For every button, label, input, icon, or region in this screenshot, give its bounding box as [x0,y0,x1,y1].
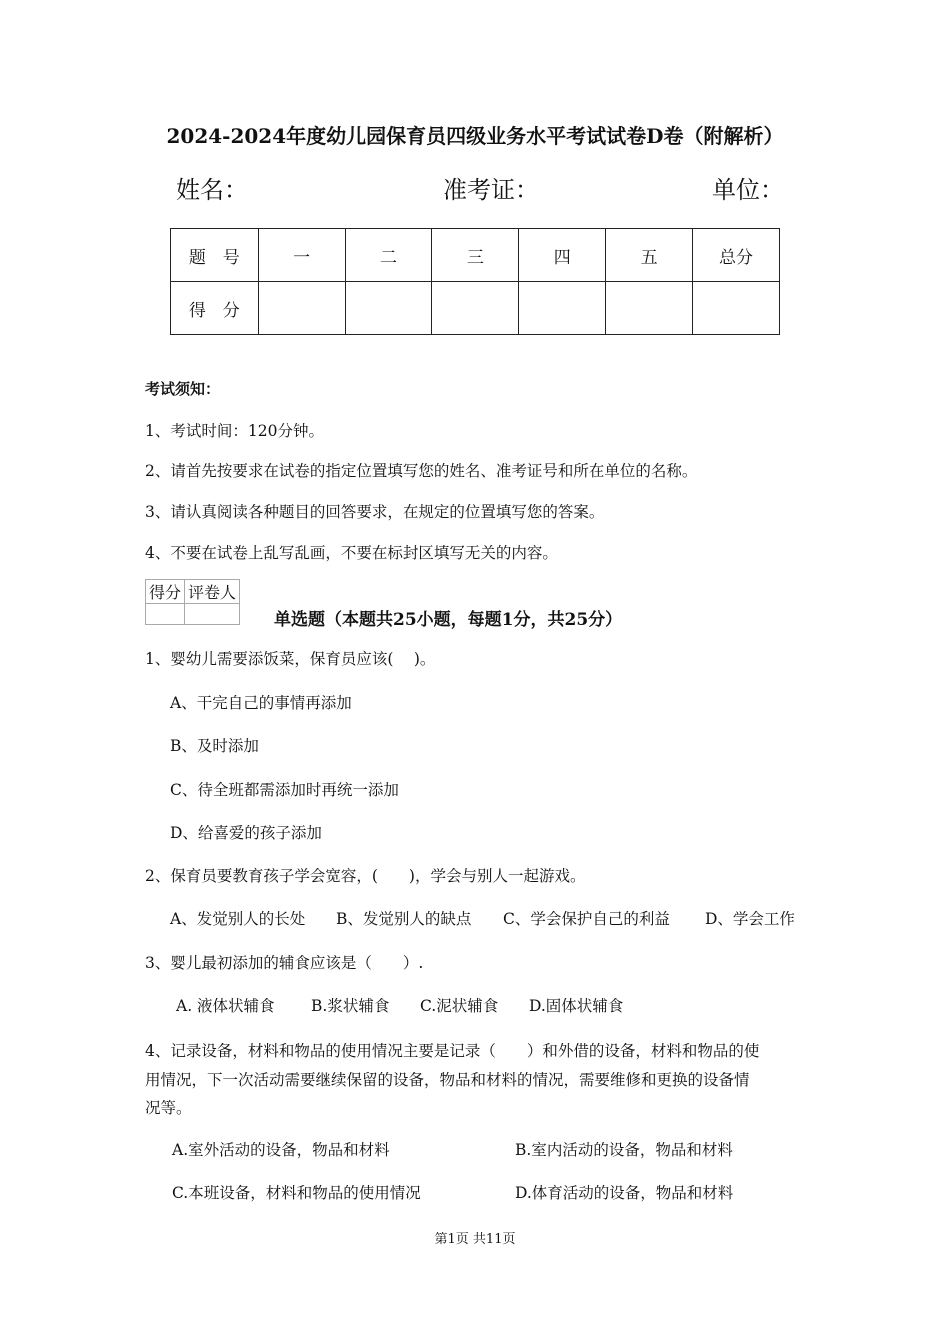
answer-option: A、发觉别人的长处 [170,910,306,928]
score-table-header-cell: 二 [345,229,432,282]
score-table-header-cell: 三 [432,229,519,282]
answer-option: B.室内活动的设备，物品和材料 [515,1141,733,1159]
answer-option: A. 液体状辅食 [176,997,275,1015]
answer-option: B、及时添加 [170,737,259,755]
score-table-header-cell: 题 号 [171,229,259,282]
notice-item: 3、请认真阅读各种题目的回答要求，在规定的位置填写您的答案。 [145,503,605,521]
score-table-header-cell: 五 [606,229,693,282]
notice-item: 1、考试时间：120分钟。 [145,422,324,440]
score-cell[interactable] [606,282,693,335]
answer-option: C、学会保护自己的利益 [503,910,670,928]
question-stem: 1、婴幼儿需要添饭菜，保育员应该( )。 [145,650,436,668]
answer-option: C.本班设备，材料和物品的使用情况 [172,1184,421,1202]
score-table-header-cell: 一 [258,229,345,282]
answer-option: A、干完自己的事情再添加 [170,694,352,712]
score-cell[interactable] [519,282,606,335]
grader-reviewer-cell[interactable] [185,604,240,625]
answer-option: C、待全班都需添加时再统一添加 [170,781,399,799]
answer-option: B、发觉别人的缺点 [336,910,472,928]
score-table-score-row [171,282,780,335]
question-stem: 用情况，下一次活动需要继续保留的设备，物品和材料的情况，需要维修和更换的设备情 [145,1071,750,1089]
name-label: 姓名： [176,176,248,204]
notice-item: 2、请首先按要求在试卷的指定位置填写您的姓名、准考证号和所在单位的名称。 [145,462,698,480]
grader-reviewer-label: 评卷人 [185,580,240,604]
question-stem: 况等。 [145,1099,192,1117]
score-cell[interactable] [258,282,345,335]
notice-title: 考试须知： [145,380,221,398]
score-row-label: 得 分 [171,282,259,335]
score-cell[interactable] [432,282,519,335]
exam-number-label: 准考证： [443,176,539,204]
answer-option: D、给喜爱的孩子添加 [170,824,322,842]
score-table-header-cell: 四 [519,229,606,282]
grader-score-cell[interactable] [146,604,185,625]
section-title: 单选题（本题共25小题，每题1分，共25分） [274,610,623,630]
score-cell[interactable] [693,282,780,335]
unit-label: 单位： [712,176,784,204]
question-stem: 2、保育员要教育孩子学会宽容，( )，学会与别人一起游戏。 [145,867,586,885]
exam-title: 2024-2024年度幼儿园保育员四级业务水平考试试卷D卷（附解析） [166,124,784,148]
score-table [170,228,780,335]
answer-option: D.固体状辅食 [529,997,624,1015]
notice-item: 4、不要在试卷上乱写乱画，不要在标封区填写无关的内容。 [145,544,558,562]
answer-option: D.体育活动的设备，物品和材料 [515,1184,734,1202]
answer-option: A.室外活动的设备，物品和材料 [172,1141,390,1159]
answer-option: D、学会工作 [705,910,795,928]
score-cell[interactable] [345,282,432,335]
score-table-header-cell: 总分 [693,229,780,282]
score-table-header-row [171,229,780,282]
answer-option: C.泥状辅食 [420,997,499,1015]
page-footer: 第1页 共11页 [434,1232,516,1247]
question-stem: 4、记录设备，材料和物品的使用情况主要是记录（ ）和外借的设备，材料和物品的使 [145,1042,760,1060]
grader-score-label: 得分 [146,580,185,604]
answer-option: B.浆状辅食 [311,997,390,1015]
grader-box [145,579,240,625]
question-stem: 3、婴儿最初添加的辅食应该是（ ）. [145,954,424,972]
